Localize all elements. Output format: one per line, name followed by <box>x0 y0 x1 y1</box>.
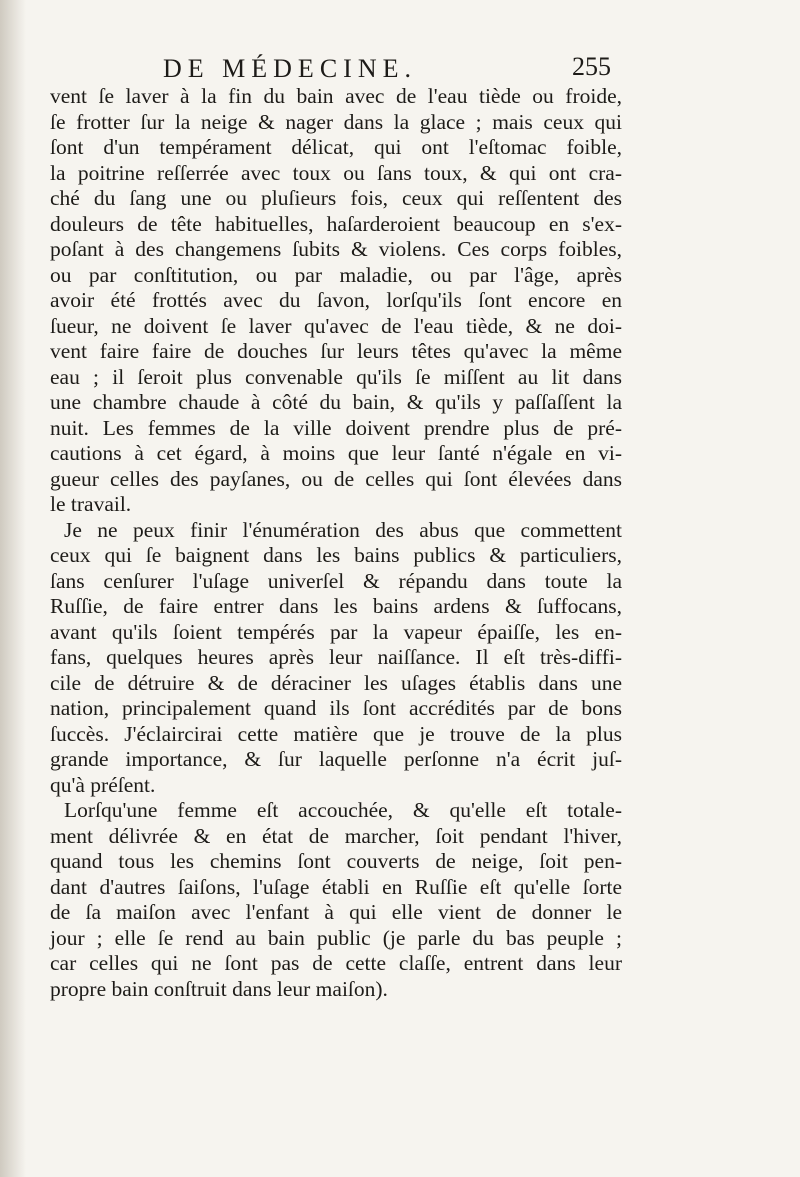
text-line: eau ; il ſeroit plus convenable qu'ils ſe miſſent au lit dans <box>50 364 622 389</box>
text-line: vent faire faire de douches ſur leurs têtes qu'avec la même <box>50 339 622 363</box>
text-line: qu'à préſent. <box>50 772 156 797</box>
text-line: Ruſſie, de faire entrer dans les bains ardens & ſuffocans, <box>50 594 622 618</box>
running-title: DE MÉDECINE. <box>163 54 417 83</box>
text-line: la poitrine reſſerrée avec toux ou ſans toux, & qui ont cra- <box>50 160 622 185</box>
body-text <box>50 84 622 1002</box>
text-line: ou par conſtitution, ou par maladie, ou par l'âge, après <box>50 262 622 287</box>
text-line: propre bain conſtruit dans leur maiſon). <box>50 976 388 1001</box>
text-line: Lorſqu'une femme eſt accouchée, & qu'elle eſt totale- <box>64 798 622 822</box>
text-line: Je ne peux finir l'énumération des abus que commettent <box>64 517 622 542</box>
text-line: cile de détruire & de déraciner les uſages établis dans une <box>50 670 622 695</box>
text-line: gueur celles des payſanes, ou de celles qui ſont élevées dans <box>50 466 622 491</box>
text-line: le travail. <box>50 492 132 516</box>
text-line: ſuccès. J'éclaircirai cette matière que je trouve de la plus <box>50 721 622 746</box>
text-line: avoir été frottés avec du ſavon, lorſqu'ils ſont encore en <box>50 288 622 312</box>
text-line: ſans cenſurer l'uſage univerſel & répandu dans toute la <box>50 568 622 593</box>
text-line: ment délivrée & en état de marcher, ſoit pendant l'hiver, <box>50 823 622 848</box>
text-line: de ſa maiſon avec l'enfant à qui elle vient de donner le <box>50 900 622 924</box>
text-line: avant qu'ils ſoient tempérés par la vapeur épaiſſe, les en- <box>50 619 622 644</box>
text-line: ſe frotter ſur la neige & nager dans la glace ; mais ceux qui <box>50 109 622 134</box>
binding-shadow <box>0 0 26 1177</box>
text-line: ceux qui ſe baignent dans les bains publics & particuliers, <box>50 543 622 567</box>
text-line: jour ; elle ſe rend au bain public (je parle du bas peuple ; <box>50 925 622 950</box>
page-number: 255 <box>572 52 611 81</box>
text-line: ſueur, ne doivent ſe laver qu'avec de l'eau tiède, & ne doi- <box>50 313 622 338</box>
text-line: car celles qui ne ſont pas de cette claſſe, entrent dans leur <box>50 951 622 975</box>
text-line: fans, quelques heures après leur naiſſance. Il eſt très-diffi- <box>50 645 622 669</box>
text-line: nuit. Les femmes de la ville doivent prendre plus de pré- <box>50 415 622 440</box>
text-line: ché du ſang une ou pluſieurs fois, ceux qui reſſentent des <box>50 186 622 210</box>
text-line: nation, principalement quand ils ſont accrédités par de bons <box>50 696 622 720</box>
text-line: grande importance, & ſur laquelle perſonne n'a écrit juſ- <box>50 747 622 771</box>
text-line: quand tous les chemins ſont couverts de neige, ſoit pen- <box>50 849 622 873</box>
text-line: douleurs de tête habituelles, haſarderoient beaucoup en s'ex- <box>50 211 622 236</box>
text-line: ſont d'un tempérament délicat, qui ont l'eſtomac foible, <box>50 135 622 159</box>
text-line: une chambre chaude à côté du bain, & qu'ils y paſſaſſent la <box>50 390 622 414</box>
page-header <box>0 46 800 86</box>
text-line: cautions à cet égard, à moins que leur ſanté n'égale en vi- <box>50 441 622 465</box>
text-line: dant d'autres ſaiſons, l'uſage établi en Ruſſie eſt qu'elle ſorte <box>50 874 622 899</box>
text-line: vent ſe laver à la fin du bain avec de l'eau tiède ou froide, <box>50 84 622 108</box>
text-line: poſant à des changemens ſubits & violens. Ces corps foibles, <box>50 237 622 261</box>
